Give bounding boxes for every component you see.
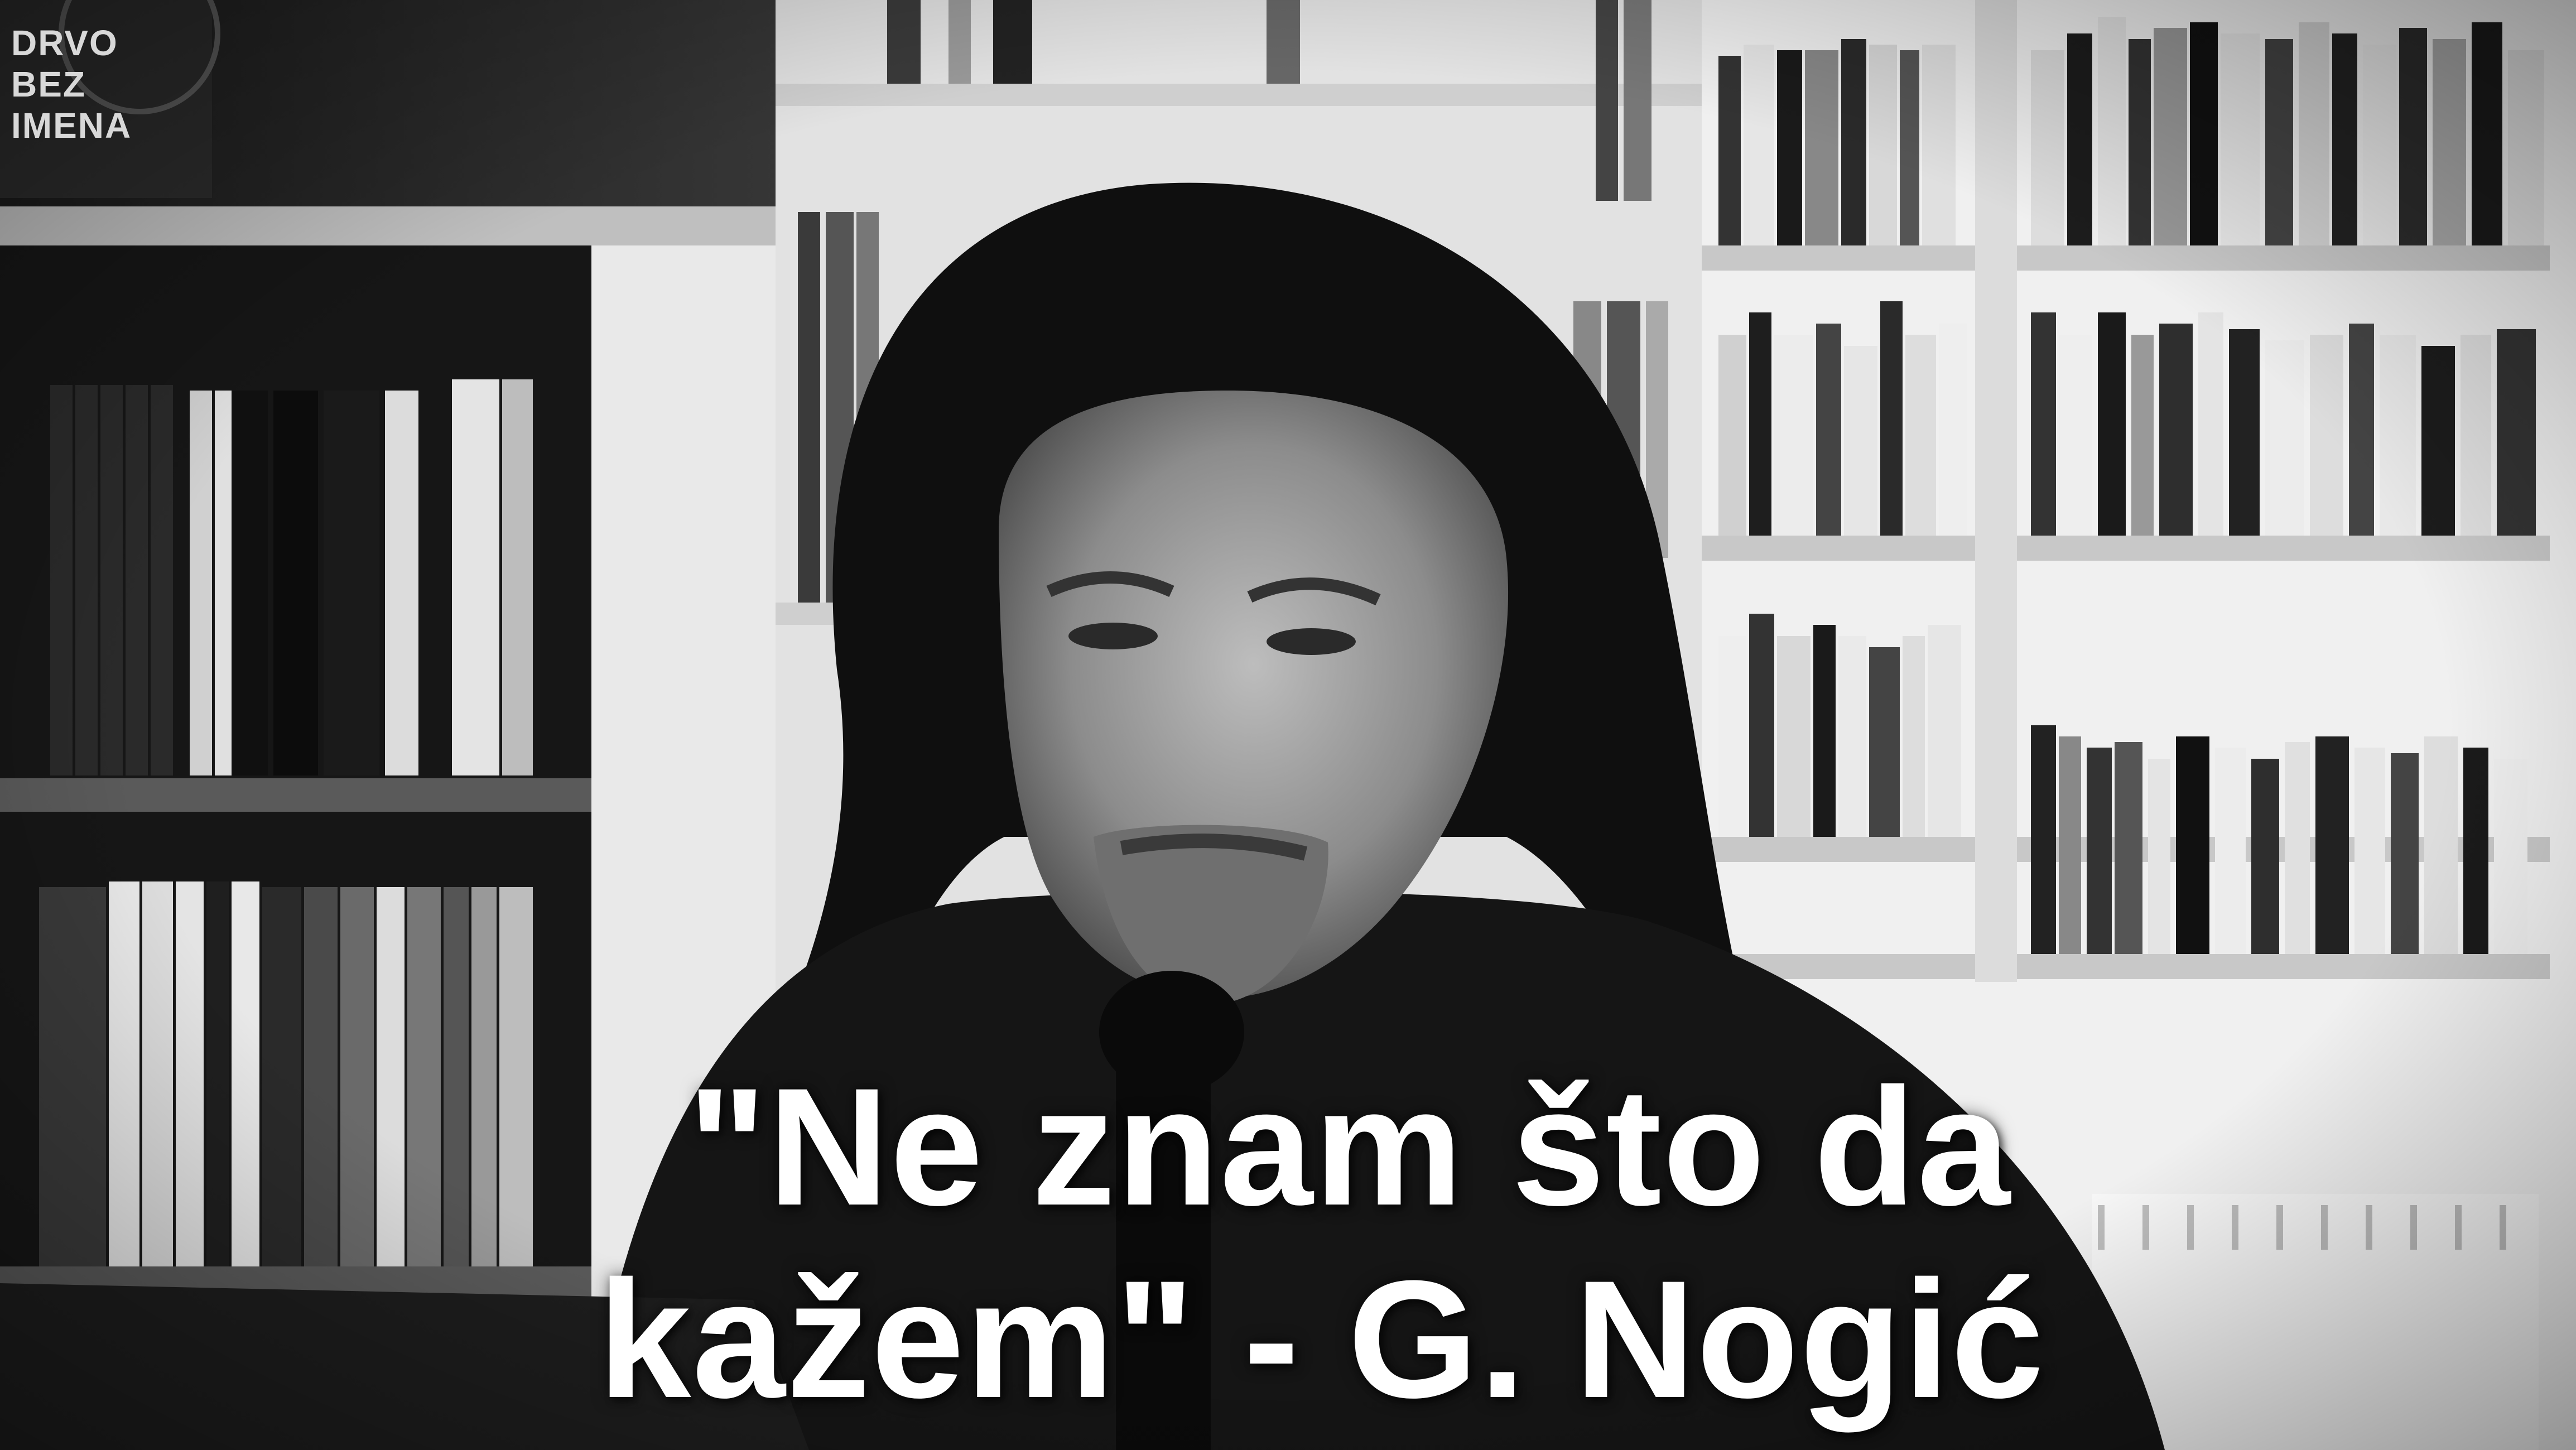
plaque-line-2: BEZ: [11, 64, 86, 104]
plaque-line-1: DRVO: [11, 23, 118, 63]
plaque-line-3: IMENA: [11, 105, 132, 146]
caption-line-2: kažem" - G. Nogić: [598, 1245, 2045, 1433]
plaque-lettering: [11, 22, 132, 146]
caption-line-1: "Ne znam što da: [687, 1053, 2011, 1240]
